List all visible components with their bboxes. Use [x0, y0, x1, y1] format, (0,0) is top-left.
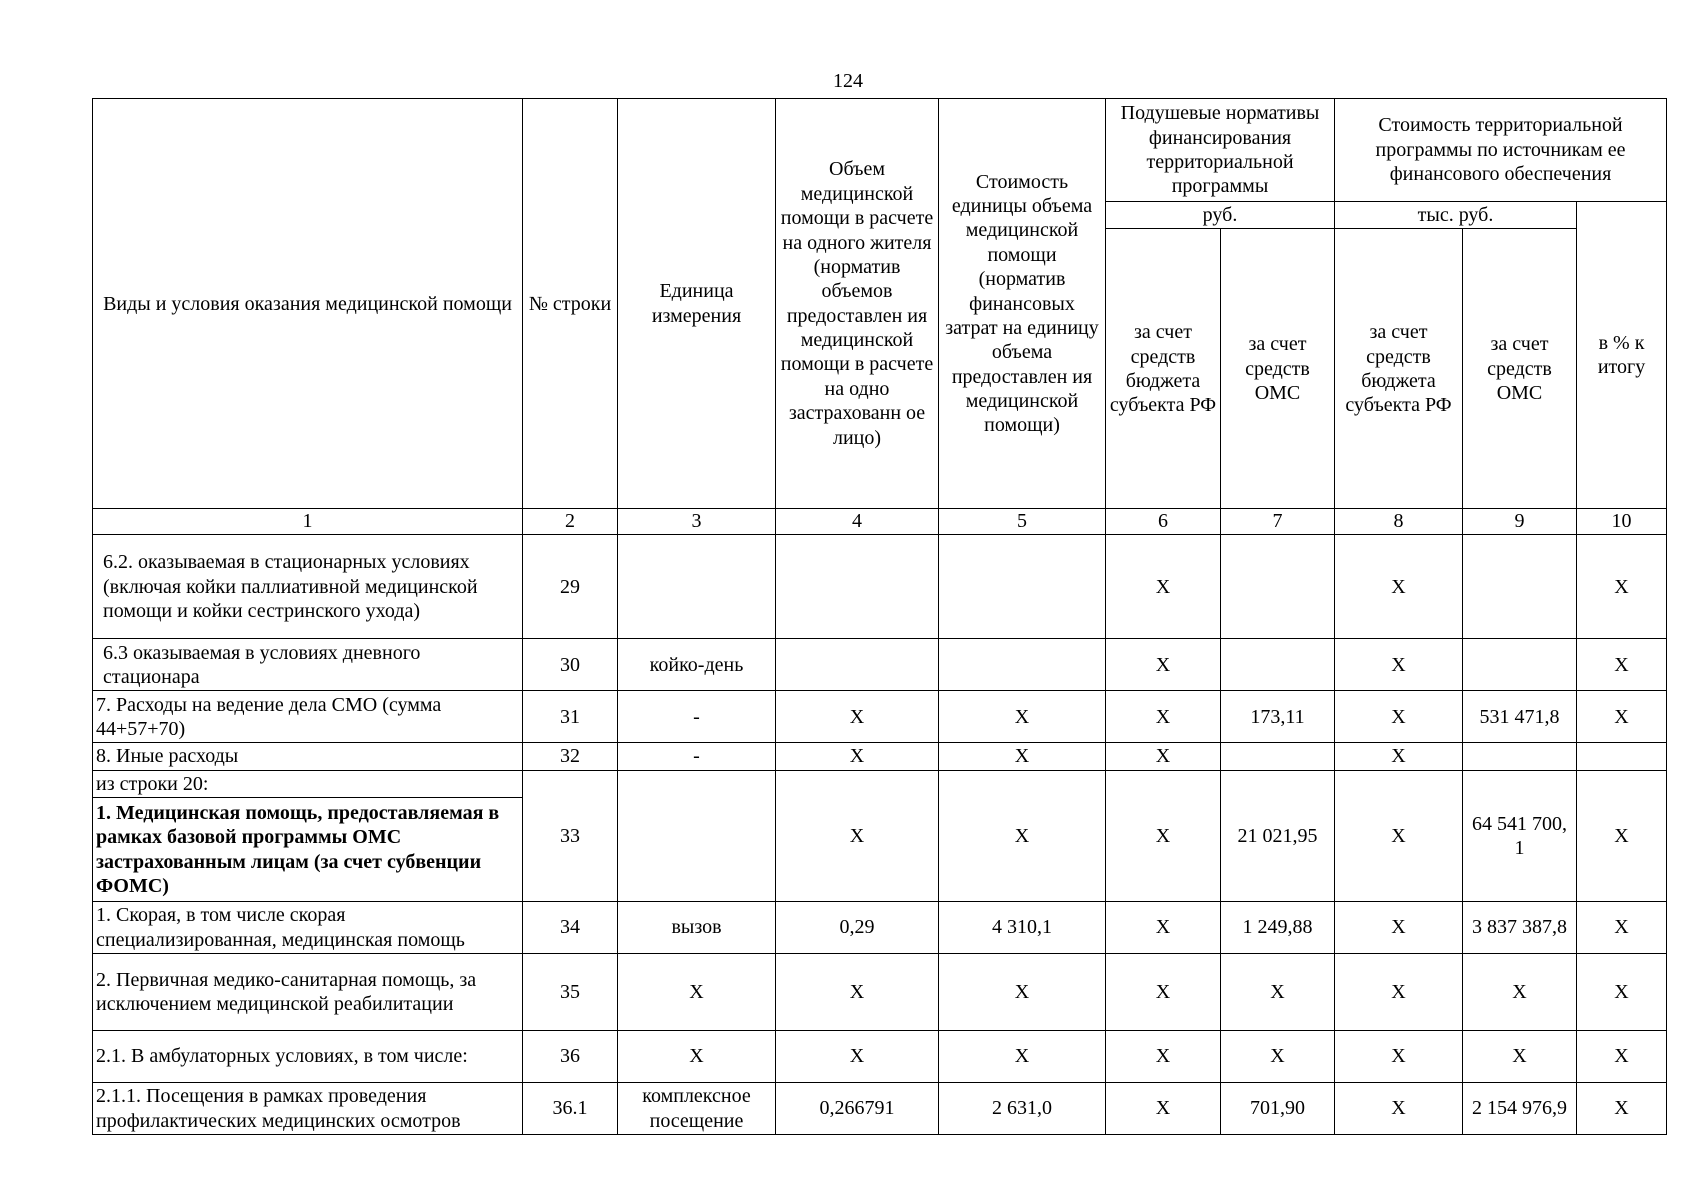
column-number: 2 — [523, 509, 618, 535]
row-line: 31 — [523, 691, 618, 743]
row-budget-per-capita: Х — [1106, 1083, 1221, 1135]
row-budget-per-capita: Х — [1106, 691, 1221, 743]
row-oms-per-capita — [1221, 535, 1335, 639]
column-number: 8 — [1335, 509, 1463, 535]
header-unit-thousand-rub: тыс. руб. — [1335, 202, 1577, 229]
row-oms-cost: 3 837 387,8 — [1463, 902, 1577, 954]
column-number: 6 — [1106, 509, 1221, 535]
table-row — [93, 770, 1667, 797]
header-row-1 — [93, 99, 1667, 202]
row-budget-per-capita: Х — [1106, 639, 1221, 691]
row-oms-per-capita: Х — [1221, 954, 1335, 1031]
header-unit-rub: руб. — [1106, 202, 1335, 229]
row-unit-cost — [939, 535, 1106, 639]
row-name: 1. Медицинская помощь, предоставляемая в рамках базовой программы ОМС застрахованным лицам (за счет субвенции ФОМС) — [93, 798, 523, 902]
column-number-row — [93, 509, 1667, 535]
row-volume: Х — [776, 770, 939, 901]
column-number: 9 — [1463, 509, 1577, 535]
page-number: 124 — [833, 70, 863, 92]
row-oms-cost — [1463, 639, 1577, 691]
row-unit-cost: 2 631,0 — [939, 1083, 1106, 1135]
row-percent: Х — [1577, 902, 1667, 954]
column-number: 5 — [939, 509, 1106, 535]
row-percent: Х — [1577, 639, 1667, 691]
column-number: 4 — [776, 509, 939, 535]
header-volume: Объем медицинской помощи в расчете на одного жителя (норматив объемов предоставлен ия медицинской помощи в расчете на одно застрахованн ое лицо) — [776, 99, 939, 509]
row-name: 7. Расходы на ведение дела СМО (сумма 44+57+70) — [93, 691, 523, 743]
table-row — [93, 954, 1667, 1031]
row-line: 30 — [523, 639, 618, 691]
column-number: 1 — [93, 509, 523, 535]
row-budget-cost: Х — [1335, 639, 1463, 691]
row-oms-cost: 2 154 976,9 — [1463, 1083, 1577, 1135]
table-row — [93, 639, 1667, 691]
row-unit: вызов — [618, 902, 776, 954]
header-unit-cost: Стоимость единицы объема медицинской помощи (норматив финансовых затрат на единицу объема предоставлен ия медицинской помощи) — [939, 99, 1106, 509]
table-row — [93, 743, 1667, 770]
row-budget-cost: Х — [1335, 770, 1463, 901]
row-percent: Х — [1577, 770, 1667, 901]
row-percent: Х — [1577, 691, 1667, 743]
header-oms-per-capita: за счет средств ОМС — [1221, 229, 1335, 509]
row-name: 2. Первичная медико-санитарная помощь, за исключением медицинской реабилитации — [93, 954, 523, 1031]
row-volume: Х — [776, 1031, 939, 1083]
row-unit — [618, 770, 776, 901]
row-name: из строки 20: — [93, 770, 523, 797]
row-oms-cost: 531 471,8 — [1463, 691, 1577, 743]
row-oms-per-capita: 701,90 — [1221, 1083, 1335, 1135]
row-line: 35 — [523, 954, 618, 1031]
table-row — [93, 691, 1667, 743]
row-unit-cost: 4 310,1 — [939, 902, 1106, 954]
row-volume: Х — [776, 954, 939, 1031]
row-line: 34 — [523, 902, 618, 954]
row-oms-per-capita: 173,11 — [1221, 691, 1335, 743]
header-oms-cost: за счет средств ОМС — [1463, 229, 1577, 509]
row-budget-per-capita: Х — [1106, 902, 1221, 954]
table-row — [93, 535, 1667, 639]
row-unit-cost — [939, 639, 1106, 691]
row-oms-cost: Х — [1463, 954, 1577, 1031]
row-budget-per-capita: Х — [1106, 743, 1221, 770]
row-unit: Х — [618, 1031, 776, 1083]
column-number: 7 — [1221, 509, 1335, 535]
header-cost-group: Стоимость территориальной программы по источникам ее финансового обеспечения — [1335, 99, 1667, 202]
table-row — [93, 1083, 1667, 1135]
row-volume: Х — [776, 691, 939, 743]
header-budget-cost: за счет средств бюджета субъекта РФ — [1335, 229, 1463, 509]
row-unit-cost: Х — [939, 770, 1106, 901]
row-name: 1. Скорая, в том числе скорая специализированная, медицинская помощь — [93, 902, 523, 954]
table-row — [93, 1031, 1667, 1083]
row-line: 36.1 — [523, 1083, 618, 1135]
row-percent — [1577, 743, 1667, 770]
row-unit-cost: Х — [939, 691, 1106, 743]
column-number: 10 — [1577, 509, 1667, 535]
row-budget-cost: Х — [1335, 954, 1463, 1031]
row-budget-cost: Х — [1335, 743, 1463, 770]
header-per-capita-group: Подушевые нормативы финансирования территориальной программы — [1106, 99, 1335, 202]
row-volume: 0,29 — [776, 902, 939, 954]
header-unit: Единица измерения — [618, 99, 776, 509]
row-budget-cost: Х — [1335, 1083, 1463, 1135]
row-oms-per-capita: 21 021,95 — [1221, 770, 1335, 901]
row-volume — [776, 535, 939, 639]
table-row — [93, 902, 1667, 954]
row-name: 6.3 оказываемая в условиях дневного стационара — [93, 639, 523, 691]
row-unit-cost: Х — [939, 954, 1106, 1031]
row-budget-cost: Х — [1335, 691, 1463, 743]
row-oms-per-capita: 1 249,88 — [1221, 902, 1335, 954]
row-unit — [618, 535, 776, 639]
row-percent: Х — [1577, 1031, 1667, 1083]
row-oms-cost: 64 541 700, 1 — [1463, 770, 1577, 901]
column-number: 3 — [618, 509, 776, 535]
row-unit: койко-день — [618, 639, 776, 691]
header-percent-total: в % к итогу — [1577, 202, 1667, 509]
row-name: 2.1.1. Посещения в рамках проведения профилактических медицинских осмотров — [93, 1083, 523, 1135]
row-budget-per-capita: Х — [1106, 1031, 1221, 1083]
row-volume — [776, 639, 939, 691]
row-line: 33 — [523, 770, 618, 901]
row-percent: Х — [1577, 954, 1667, 1031]
row-budget-per-capita: Х — [1106, 770, 1221, 901]
row-unit-cost: Х — [939, 1031, 1106, 1083]
row-unit: - — [618, 743, 776, 770]
row-percent: Х — [1577, 1083, 1667, 1135]
row-oms-cost: Х — [1463, 1031, 1577, 1083]
row-unit: - — [618, 691, 776, 743]
row-budget-cost: Х — [1335, 1031, 1463, 1083]
row-oms-per-capita — [1221, 639, 1335, 691]
header-line-number: № строки — [523, 99, 618, 509]
row-volume: Х — [776, 743, 939, 770]
header-kinds: Виды и условия оказания медицинской помощи — [93, 99, 523, 509]
row-unit: комплексное посещение — [618, 1083, 776, 1135]
row-budget-cost: Х — [1335, 902, 1463, 954]
row-line: 32 — [523, 743, 618, 770]
row-name: 6.2. оказываемая в стационарных условиях (включая койки паллиативной медицинской помощи и койки сестринского ухода) — [93, 535, 523, 639]
row-oms-per-capita: Х — [1221, 1031, 1335, 1083]
row-budget-cost: Х — [1335, 535, 1463, 639]
row-budget-per-capita: Х — [1106, 954, 1221, 1031]
header-budget-per-capita: за счет средств бюджета субъекта РФ — [1106, 229, 1221, 509]
row-budget-per-capita: Х — [1106, 535, 1221, 639]
row-unit: Х — [618, 954, 776, 1031]
row-oms-per-capita — [1221, 743, 1335, 770]
row-oms-cost — [1463, 535, 1577, 639]
row-percent: Х — [1577, 535, 1667, 639]
financing-table — [92, 98, 1667, 1135]
row-line: 36 — [523, 1031, 618, 1083]
row-unit-cost: Х — [939, 743, 1106, 770]
row-name: 2.1. В амбулаторных условиях, в том числе: — [93, 1031, 523, 1083]
row-volume: 0,266791 — [776, 1083, 939, 1135]
row-oms-cost — [1463, 743, 1577, 770]
row-line: 29 — [523, 535, 618, 639]
row-name: 8. Иные расходы — [93, 743, 523, 770]
